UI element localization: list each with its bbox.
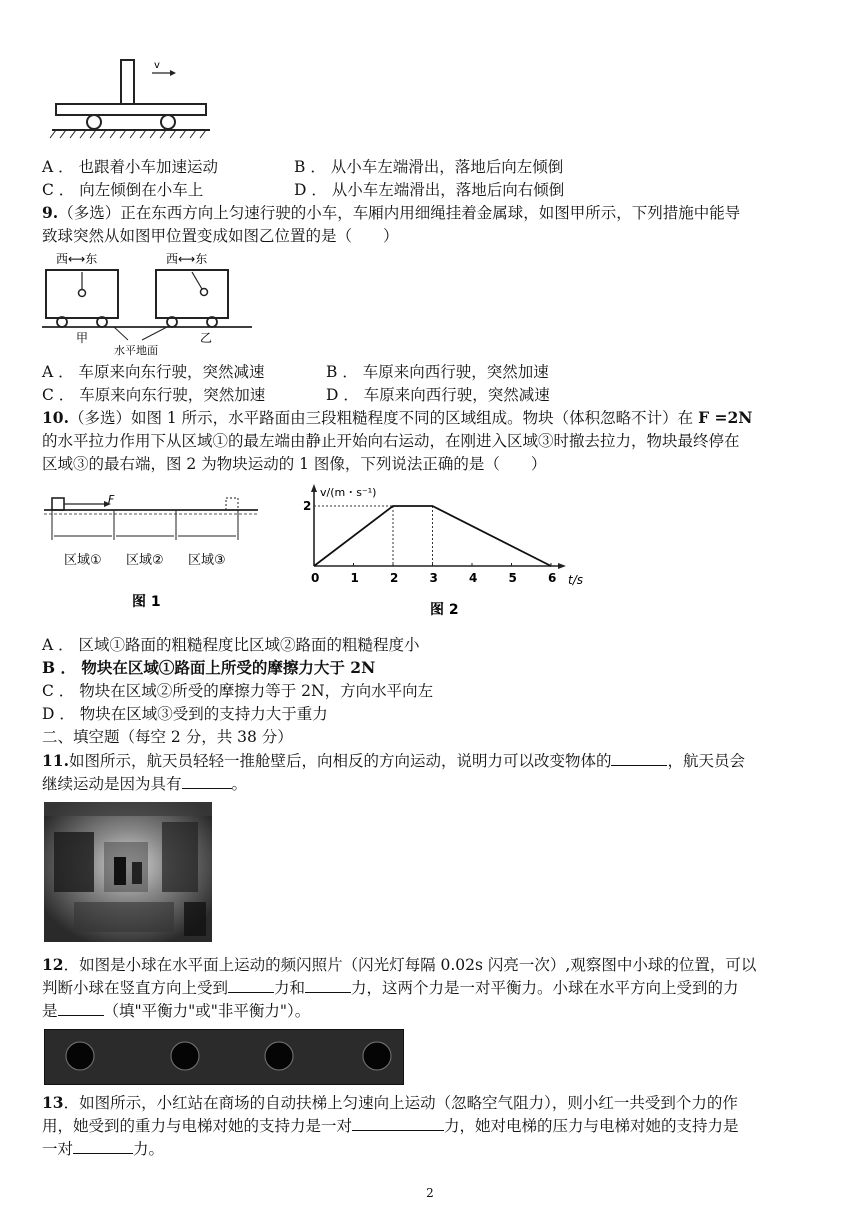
x-axis-label: t/s — [568, 573, 583, 587]
q10-force-value: F =2N — [698, 408, 753, 427]
zone-3-label: 区域③ — [188, 553, 226, 568]
label-yi: 乙 — [200, 331, 213, 345]
y-axis-label: v/(m・s⁻¹) — [320, 486, 377, 499]
q9-option-b: B ． 车原来向西行驶，突然加速 — [326, 363, 549, 381]
q10-option-b — [42, 657, 375, 679]
q11-blank-2[interactable] — [182, 774, 232, 789]
direction-label-yi: 西⟷东 — [166, 252, 208, 266]
q10-option-d: D ． 物块在区域③受到的支持力大于重力 — [42, 705, 328, 723]
q10-figure-2-vt-chart — [300, 480, 600, 620]
q9-stem-part1: （多选）正在东西方向上匀速行驶的小车，车厢内用细绳挂着金属球，如图甲所示，下列措施中能导 — [58, 204, 741, 222]
q11-blank-1[interactable] — [611, 751, 667, 766]
figure-1-caption: 图 1 — [132, 594, 161, 610]
page-number: 2 — [426, 1186, 434, 1200]
ball-jia — [79, 290, 86, 297]
x-tick-label: 1 — [350, 571, 359, 585]
block-start — [52, 498, 64, 510]
space-station-photo — [44, 802, 212, 942]
q13-text-part2b: 力，她对电梯的压力与电梯对她的支持力是 — [444, 1117, 739, 1135]
q9-options-row1 — [42, 361, 549, 383]
q12-blank-2[interactable] — [305, 978, 351, 993]
q10-option-b-text: B ． 物块在区域①路面上所受的摩擦力大于 2N — [42, 658, 376, 677]
ball-3 — [265, 1042, 293, 1070]
x-tick-label: 0 — [311, 571, 320, 585]
q10-stem-line2: 的水平拉力作用下从区域①的最左端由静止开始向右运动，在刚进入区域③时撤去拉力，物块最终停在 — [42, 432, 740, 450]
q12-text-part3a: 是 — [42, 1002, 58, 1020]
zone-2-label: 区域② — [126, 553, 164, 568]
ball-1 — [66, 1042, 94, 1070]
q10-option-c: C ． 物块在区域②所受的摩擦力等于 2N，方向水平向左 — [42, 682, 434, 700]
section-heading: 二、填空题（每空 2 分，共 38 分） — [42, 728, 293, 746]
q8-options-row1 — [42, 156, 563, 178]
q13-text-part1: ．如图所示，小红站在商场的自动扶梯上匀速向上运动（忽略空气阻力），则小红一共受到个力的作 — [63, 1094, 738, 1112]
q12-text-part2b: 力和 — [274, 979, 306, 997]
q12-line3 — [42, 1000, 310, 1022]
q9-option-a: A ． 车原来向东行驶，突然减速 — [42, 363, 265, 381]
q9-stem-line1 — [42, 202, 740, 224]
q13-text-part3a: 一对 — [42, 1140, 74, 1158]
q12-blank-1[interactable] — [228, 978, 274, 993]
q9-option-d: D ． 车原来向西行驶，突然减速 — [326, 386, 550, 404]
velocity-label: v — [154, 60, 160, 71]
q12-text-part2c: 力，这两个力是一对平衡力。小球在水平方向上受到的力 — [351, 979, 739, 997]
q9-stem-line2: 致球突然从如图甲位置变成如图乙位置的是（ ） — [42, 227, 399, 245]
cart-block-figure — [48, 56, 218, 142]
q13-line2 — [42, 1115, 739, 1137]
q9-options-row2 — [42, 384, 550, 406]
q13-text-part2a: 用，她受到的重力与电梯对她的支持力是一对 — [42, 1117, 353, 1135]
q9-figure — [42, 250, 257, 358]
q10-stem-line3: 区域③的最右端，图 2 为物块运动的 1 图像，下列说法正确的是（ ） — [42, 455, 547, 473]
q11-text-part1: 如图所示，航天员轻轻一推舱壁后，向相反的方向运动，说明力可以改变物体的 — [68, 752, 612, 770]
x-tick-label: 4 — [469, 571, 478, 585]
q11-number: 11. — [42, 751, 69, 770]
q8-option-c: C ． 向左倾倒在小车上 — [42, 181, 204, 199]
q9-option-c: C ． 车原来向东行驶，突然加速 — [42, 386, 266, 404]
q13-line1 — [42, 1092, 738, 1114]
q11-line2 — [42, 773, 247, 795]
x-tick-label: 2 — [390, 571, 399, 585]
q13-blank-2[interactable] — [73, 1139, 133, 1154]
q12-blank-3[interactable] — [58, 1001, 104, 1016]
q12-text-part2a: 判断小球在竖直方向上受到 — [42, 979, 229, 997]
q11-text-part4: 。 — [231, 775, 248, 793]
q12-text-part1: ．如图是小球在水平面上运动的频闪照片（闪光灯每隔 0.02s 闪亮一次）,观察图中小球的位置，可以 — [63, 956, 757, 974]
q9-number: 9. — [42, 203, 59, 222]
q10-option-a: A ． 区域①路面的粗糙程度比区域②路面的粗糙程度小 — [42, 636, 420, 654]
ball-2 — [171, 1042, 199, 1070]
q10-stem-part1: （多选）如图 1 所示，水平路面由三段粗糙程度不同的区域组成。物块（体积忽略不计）在 — [68, 409, 699, 427]
q13-number: 13 — [42, 1093, 64, 1112]
q10-stem-line1 — [42, 407, 752, 429]
q11-line1 — [42, 750, 745, 772]
q8-option-d: D ． 从小车左端滑出，落地后向右倾倒 — [294, 181, 565, 199]
q12-number: 12 — [42, 955, 64, 974]
q8-option-b: B ． 从小车左端滑出，落地后向左倾倒 — [294, 158, 564, 176]
q10-number: 10. — [42, 408, 69, 427]
ground-label: 水平地面 — [114, 344, 158, 357]
x-tick-label: 6 — [548, 571, 557, 585]
x-tick-label: 3 — [429, 571, 438, 585]
y-tick-label: 2 — [303, 499, 312, 513]
force-label: F — [108, 493, 115, 506]
q11-text-part2: ，航天员会 — [667, 752, 745, 770]
q12-line2 — [42, 977, 739, 999]
q13-blank-1[interactable] — [352, 1116, 444, 1131]
q13-line3 — [42, 1138, 164, 1160]
figure-2-caption: 图 2 — [430, 602, 459, 618]
q8-option-a: A ． 也跟着小车加速运动 — [42, 158, 219, 176]
q12-line1 — [42, 954, 756, 976]
q12-text-part3b: （填"平衡力"或"非平衡力"）。 — [103, 1002, 311, 1020]
q10-figure-1 — [44, 492, 262, 612]
x-tick-label: 5 — [508, 571, 517, 585]
ball-yi — [201, 289, 208, 296]
block — [121, 60, 134, 104]
block-end — [226, 498, 238, 510]
q13-text-part3b: 力。 — [133, 1140, 165, 1158]
zone-1-label: 区域① — [64, 553, 102, 568]
q11-text-part3: 继续运动是因为具有 — [42, 775, 182, 793]
direction-label-jia: 西⟷东 — [56, 252, 98, 266]
ball-4 — [363, 1042, 391, 1070]
label-jia: 甲 — [76, 331, 89, 345]
strobe-photo — [44, 1029, 404, 1085]
q8-options-row2 — [42, 179, 564, 201]
cart-body — [56, 104, 206, 115]
